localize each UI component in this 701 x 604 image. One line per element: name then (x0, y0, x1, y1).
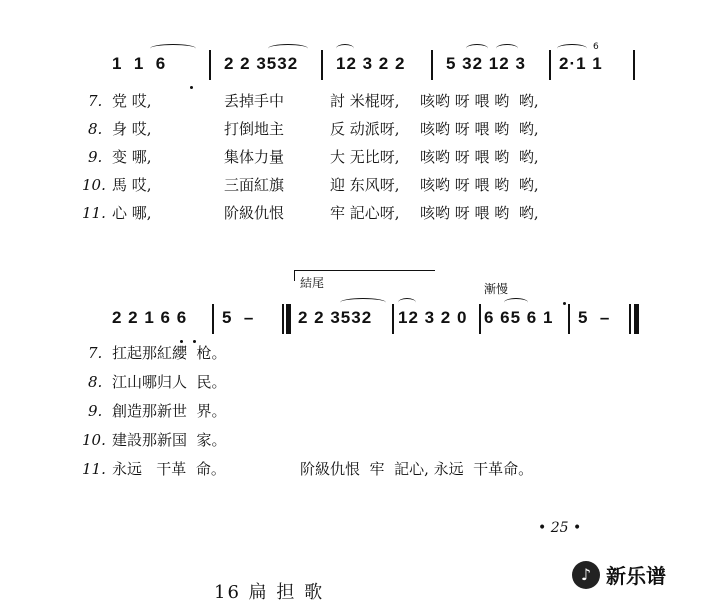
measure-3: 2 2 3532 (298, 308, 373, 327)
lyric-text: 討 米棍呀, (330, 92, 400, 110)
lyric-row (0, 116, 701, 142)
final-barline (629, 304, 631, 334)
site-logo (572, 560, 666, 589)
lyric-row (0, 144, 701, 170)
measure-5: 2·1 1 (559, 54, 603, 73)
slur (336, 44, 354, 53)
barline (431, 50, 433, 80)
slur (466, 44, 488, 53)
lyric-text: 牢 記心呀, (330, 204, 400, 222)
lyric-text: 咳哟 呀 喂 哟 哟, (420, 92, 539, 110)
measure-5: 6 65 6 1 (484, 308, 554, 327)
barline (633, 50, 635, 80)
lyric-text: 三面紅旗 (224, 176, 285, 194)
measure-2: 5 – (222, 308, 255, 327)
barline (549, 50, 551, 80)
measure-1: 1 1 6 (112, 54, 167, 73)
lyric-row (0, 369, 701, 395)
lyric-row (0, 456, 701, 482)
barline (209, 50, 211, 80)
logo-text: 新乐谱 (606, 564, 666, 588)
verse-number: 10. (82, 431, 106, 449)
slur (268, 44, 308, 53)
barline (392, 304, 394, 334)
slur (496, 44, 518, 53)
lyric-text: 咳哟 呀 喂 哟 哟, (420, 204, 539, 222)
page-number: • 25 • (538, 520, 582, 536)
verse-number: 9. (88, 148, 103, 166)
lyric-text: 反 动派呀, (330, 120, 400, 138)
verse-number: 8. (88, 120, 103, 138)
lyric-text: 創造那新世 界。 (112, 402, 227, 420)
music-note-icon: ♪ (572, 561, 600, 589)
staff-system-2 (0, 304, 701, 344)
lyric-text: 集体力量 (224, 148, 285, 166)
lyric-text: 迎 东风呀, (330, 176, 400, 194)
lyric-text: 永远 干革 命。 (112, 460, 226, 478)
measure-6: 5 – (578, 308, 611, 327)
lyric-text: 党 哎, (112, 92, 152, 110)
lyric-text: 扛起那紅纓 枪。 (112, 344, 227, 362)
slur (398, 298, 416, 307)
verse-number: 7. (88, 92, 103, 110)
verse-number: 11. (82, 460, 106, 478)
next-song-title: 16 扁 担 歌 (214, 582, 325, 603)
slur (150, 44, 196, 53)
lyric-text: 丢掉手中 (224, 92, 285, 110)
slur (340, 298, 386, 307)
lyric-text: 阶級仇恨 (224, 204, 285, 222)
repeat-barline (286, 304, 291, 334)
lyric-text: 打倒地主 (224, 120, 285, 138)
verse-number: 10. (82, 176, 106, 194)
slur (557, 44, 587, 53)
staff-system-1 (0, 42, 701, 90)
octave-dot (563, 302, 566, 305)
slur (504, 298, 528, 307)
lyric-text: 大 无比呀, (330, 148, 400, 166)
tempo-label: 漸慢 (484, 282, 509, 296)
lyric-row (0, 340, 701, 366)
repeat-barline (282, 304, 284, 334)
barline (321, 50, 323, 80)
final-barline (634, 304, 639, 334)
grace-note: 6 (593, 42, 599, 52)
lyric-row (0, 200, 701, 226)
lyric-text: 馬 哎, (112, 176, 152, 194)
measure-3: 12 3 2 2 (336, 54, 406, 73)
lyric-text: 心 哪, (112, 204, 152, 222)
lyric-row (0, 398, 701, 424)
ending-bracket (294, 270, 435, 281)
measure-4: 12 3 2 0 (398, 308, 468, 327)
lyric-text: 咳哟 呀 喂 哟 哟, (420, 176, 539, 194)
barline (479, 304, 481, 334)
measure-1: 2 2 1 6 6 (112, 308, 188, 327)
verse-number: 9. (88, 402, 103, 420)
lyric-row (0, 172, 701, 198)
measure-2: 2 2 3532 (224, 54, 299, 73)
verse-number: 8. (88, 373, 103, 391)
measure-4: 5 32 12 3 (446, 54, 526, 73)
lyric-text-ending: 阶級仇恨 牢 記心, 永远 干革命。 (300, 460, 534, 478)
lyric-text: 咳哟 呀 喂 哟 哟, (420, 148, 539, 166)
lyric-text: 变 哪, (112, 148, 152, 166)
lyric-text: 咳哟 呀 喂 哟 哟, (420, 120, 539, 138)
lyric-row (0, 88, 701, 114)
lyric-text: 江山哪归人 民。 (112, 373, 227, 391)
lyric-row (0, 427, 701, 453)
lyric-text: 身 哎, (112, 120, 152, 138)
ending-label: 結尾 (300, 276, 325, 290)
barline (568, 304, 570, 334)
verse-number: 7. (88, 344, 103, 362)
lyric-text: 建設那新国 家。 (112, 431, 227, 449)
barline (212, 304, 214, 334)
verse-number: 11. (82, 204, 106, 222)
